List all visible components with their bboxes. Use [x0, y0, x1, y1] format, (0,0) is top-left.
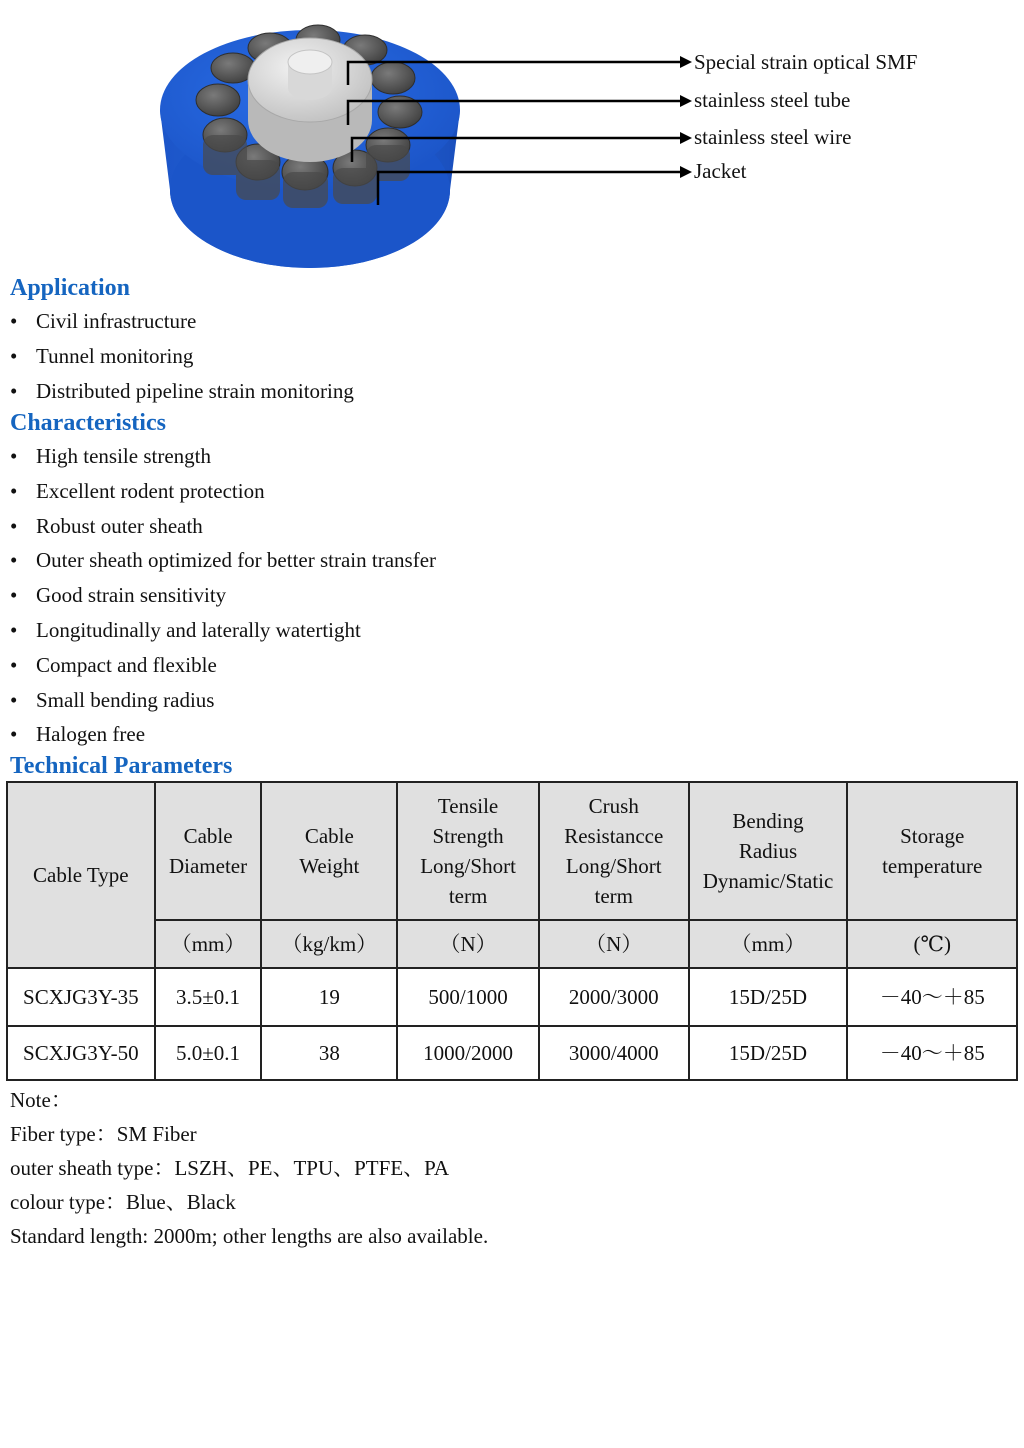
table-row [7, 1026, 1017, 1080]
note-standard-length: Standard length: 2000m; other lengths are also available. [10, 1224, 489, 1248]
note-fiber-type: Fiber type：SM Fiber [10, 1122, 197, 1146]
unit-cell: （mm） [155, 920, 262, 968]
callout-steel-wire: stainless steel wire [694, 125, 852, 149]
header-bending-radius: Bending Radius Dynamic/Static [689, 782, 848, 920]
list-item: • Longitudinally and laterally watertight [10, 617, 361, 642]
list-item: • Distributed pipeline strain monitoring [10, 378, 354, 403]
unit-cell: （N） [539, 920, 689, 968]
header-crush-resistance: Crush Resistancce Long/Short term [539, 782, 689, 920]
technical-heading: Technical Parameters [10, 753, 233, 779]
notes-block [10, 1083, 488, 1253]
note-heading: Note： [10, 1088, 72, 1112]
list-item: • Outer sheath optimized for better strain transfer [10, 548, 437, 573]
header-tensile-strength: Tensile Strength Long/Short term [397, 782, 539, 920]
cable-cross-section-illustration [0, 0, 1024, 272]
table-cell: SCXJG3Y-50 [7, 1026, 155, 1080]
list-item: • Tunnel monitoring [10, 343, 194, 368]
table-cell: 38 [261, 1026, 397, 1080]
table-cell: －40～＋85 [847, 968, 1017, 1026]
list-item: • Robust outer sheath [10, 513, 203, 538]
table-cell: 1000/2000 [397, 1026, 539, 1080]
list-item: • Excellent rodent protection [10, 478, 265, 503]
cable-diagram [0, 0, 1024, 272]
table-units-row [7, 920, 1017, 968]
unit-cell: (℃) [847, 920, 1017, 968]
unit-cell: （N） [397, 920, 539, 968]
table-cell: 3.5±0.1 [155, 968, 262, 1026]
callout-steel-tube: stainless steel tube [694, 88, 851, 112]
table-header-row [7, 782, 1017, 920]
table-cell: SCXJG3Y-35 [7, 968, 155, 1026]
characteristics-heading: Characteristics [10, 410, 166, 436]
header-cable-diameter: Cable Diameter [155, 782, 262, 920]
header-cable-type: Cable Type [7, 782, 155, 968]
callout-optical-fiber: Special strain optical SMF [694, 50, 918, 74]
unit-cell: （kg/km） [261, 920, 397, 968]
table-cell: 5.0±0.1 [155, 1026, 262, 1080]
list-item: • Good strain sensitivity [10, 583, 227, 608]
table-cell: 15D/25D [689, 1026, 848, 1080]
table-cell: 2000/3000 [539, 968, 689, 1026]
list-item: • Halogen free [10, 722, 146, 747]
list-item: • Small bending radius [10, 687, 215, 712]
list-item: • Civil infrastructure [10, 309, 197, 333]
header-storage-temperature: Storage temperature [847, 782, 1017, 920]
note-colour-type: colour type：Blue、Black [10, 1190, 236, 1214]
unit-cell: （mm） [689, 920, 848, 968]
callout-jacket: Jacket [694, 159, 747, 183]
table-cell: 19 [261, 968, 397, 1026]
note-sheath-type: outer sheath type：LSZH、PE、TPU、PTFE、PA [10, 1156, 450, 1180]
technical-parameters-table [6, 781, 1018, 1081]
table-cell: 15D/25D [689, 968, 848, 1026]
characteristics-list [10, 441, 436, 754]
header-cable-weight: Cable Weight [261, 782, 397, 920]
table-cell: 3000/4000 [539, 1026, 689, 1080]
table-row [7, 968, 1017, 1026]
table-cell: －40～＋85 [847, 1026, 1017, 1080]
list-item: • Compact and flexible [10, 652, 217, 677]
table-cell: 500/1000 [397, 968, 539, 1026]
application-list [10, 306, 354, 410]
application-heading: Application [10, 275, 131, 301]
list-item: • High tensile strength [10, 444, 211, 468]
